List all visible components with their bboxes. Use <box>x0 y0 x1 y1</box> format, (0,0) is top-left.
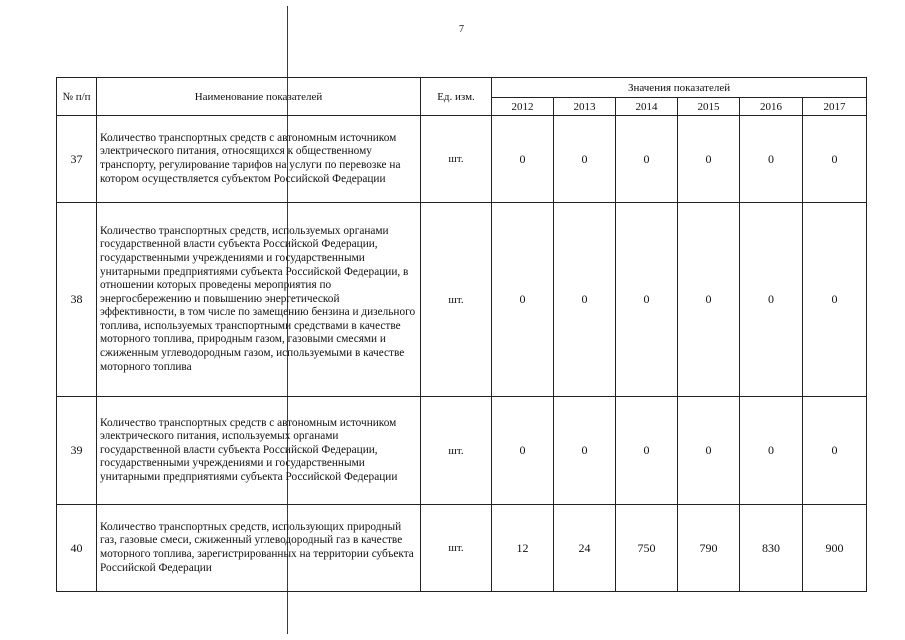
value-cell: 12 <box>492 505 554 592</box>
header-values-group: Значения показателей <box>492 78 867 98</box>
page-number: 7 <box>459 24 464 35</box>
header-year: 2014 <box>616 98 678 116</box>
row-number: 37 <box>57 116 97 203</box>
table-row <box>57 116 867 203</box>
value-cell: 0 <box>492 203 554 397</box>
value-cell: 0 <box>740 203 803 397</box>
value-cell: 0 <box>616 397 678 505</box>
table-row <box>57 505 867 592</box>
unit-cell: шт. <box>421 397 492 505</box>
header-year: 2015 <box>678 98 740 116</box>
value-cell: 0 <box>740 116 803 203</box>
table-row <box>57 397 867 505</box>
value-cell: 0 <box>803 116 867 203</box>
value-cell: 0 <box>616 203 678 397</box>
indicators-table <box>56 77 867 592</box>
row-number: 39 <box>57 397 97 505</box>
unit-cell: шт. <box>421 505 492 592</box>
unit-cell: шт. <box>421 116 492 203</box>
row-number: 40 <box>57 505 97 592</box>
header-number: № п/п <box>57 78 97 116</box>
header-year: 2016 <box>740 98 803 116</box>
value-cell: 0 <box>678 203 740 397</box>
value-cell: 0 <box>492 397 554 505</box>
value-cell: 0 <box>492 116 554 203</box>
header-year: 2012 <box>492 98 554 116</box>
value-cell: 24 <box>554 505 616 592</box>
header-unit: Ед. изм. <box>421 78 492 116</box>
table-row <box>57 203 867 397</box>
value-cell: 0 <box>803 397 867 505</box>
indicator-name: Количество транспортных средств, использующих природный газ, газовые смеси, сжиженный углеводородный газ в качестве моторного топлива, зарегистрированных на территории субъекта Российской Федерации <box>97 505 421 592</box>
indicator-name: Количество транспортных средств с автономным источником электрического питания, относящихся к общественному транспорту, регулирование тарифов на услуги по перевозке на котором осуществляется субъектом Российской Федерации <box>97 116 421 203</box>
header-name: Наименование показателей <box>97 78 421 116</box>
value-cell: 0 <box>740 397 803 505</box>
value-cell: 0 <box>554 116 616 203</box>
header-year: 2013 <box>554 98 616 116</box>
indicator-name: Количество транспортных средств, используемых органами государственной власти субъекта Российской Федерации, государственными учреждениями и государственными унитарными предприятиями субъекта Российской Федерации, в отношении которых проведены мероприятия по энергосбережению и повышению энергетической эффективности, в том числе по замещению бензина и дизельного топлива, используемых транспортными средствами в качестве моторного топлива, природным газом, газовыми смесями и сжиженным углеводородным газом, используемыми в качестве моторного топлива <box>97 203 421 397</box>
value-cell: 750 <box>616 505 678 592</box>
value-cell: 790 <box>678 505 740 592</box>
value-cell: 0 <box>554 397 616 505</box>
value-cell: 0 <box>678 397 740 505</box>
unit-cell: шт. <box>421 203 492 397</box>
header-year: 2017 <box>803 98 867 116</box>
row-number: 38 <box>57 203 97 397</box>
value-cell: 830 <box>740 505 803 592</box>
value-cell: 0 <box>616 116 678 203</box>
value-cell: 0 <box>554 203 616 397</box>
value-cell: 0 <box>803 203 867 397</box>
indicator-name: Количество транспортных средств с автономным источником электрического питания, используемых органами государственной власти субъекта Российской Федерации, государственными учреждениями и государственными унитарными предприятиями субъекта Российской Федерации <box>97 397 421 505</box>
value-cell: 0 <box>678 116 740 203</box>
value-cell: 900 <box>803 505 867 592</box>
